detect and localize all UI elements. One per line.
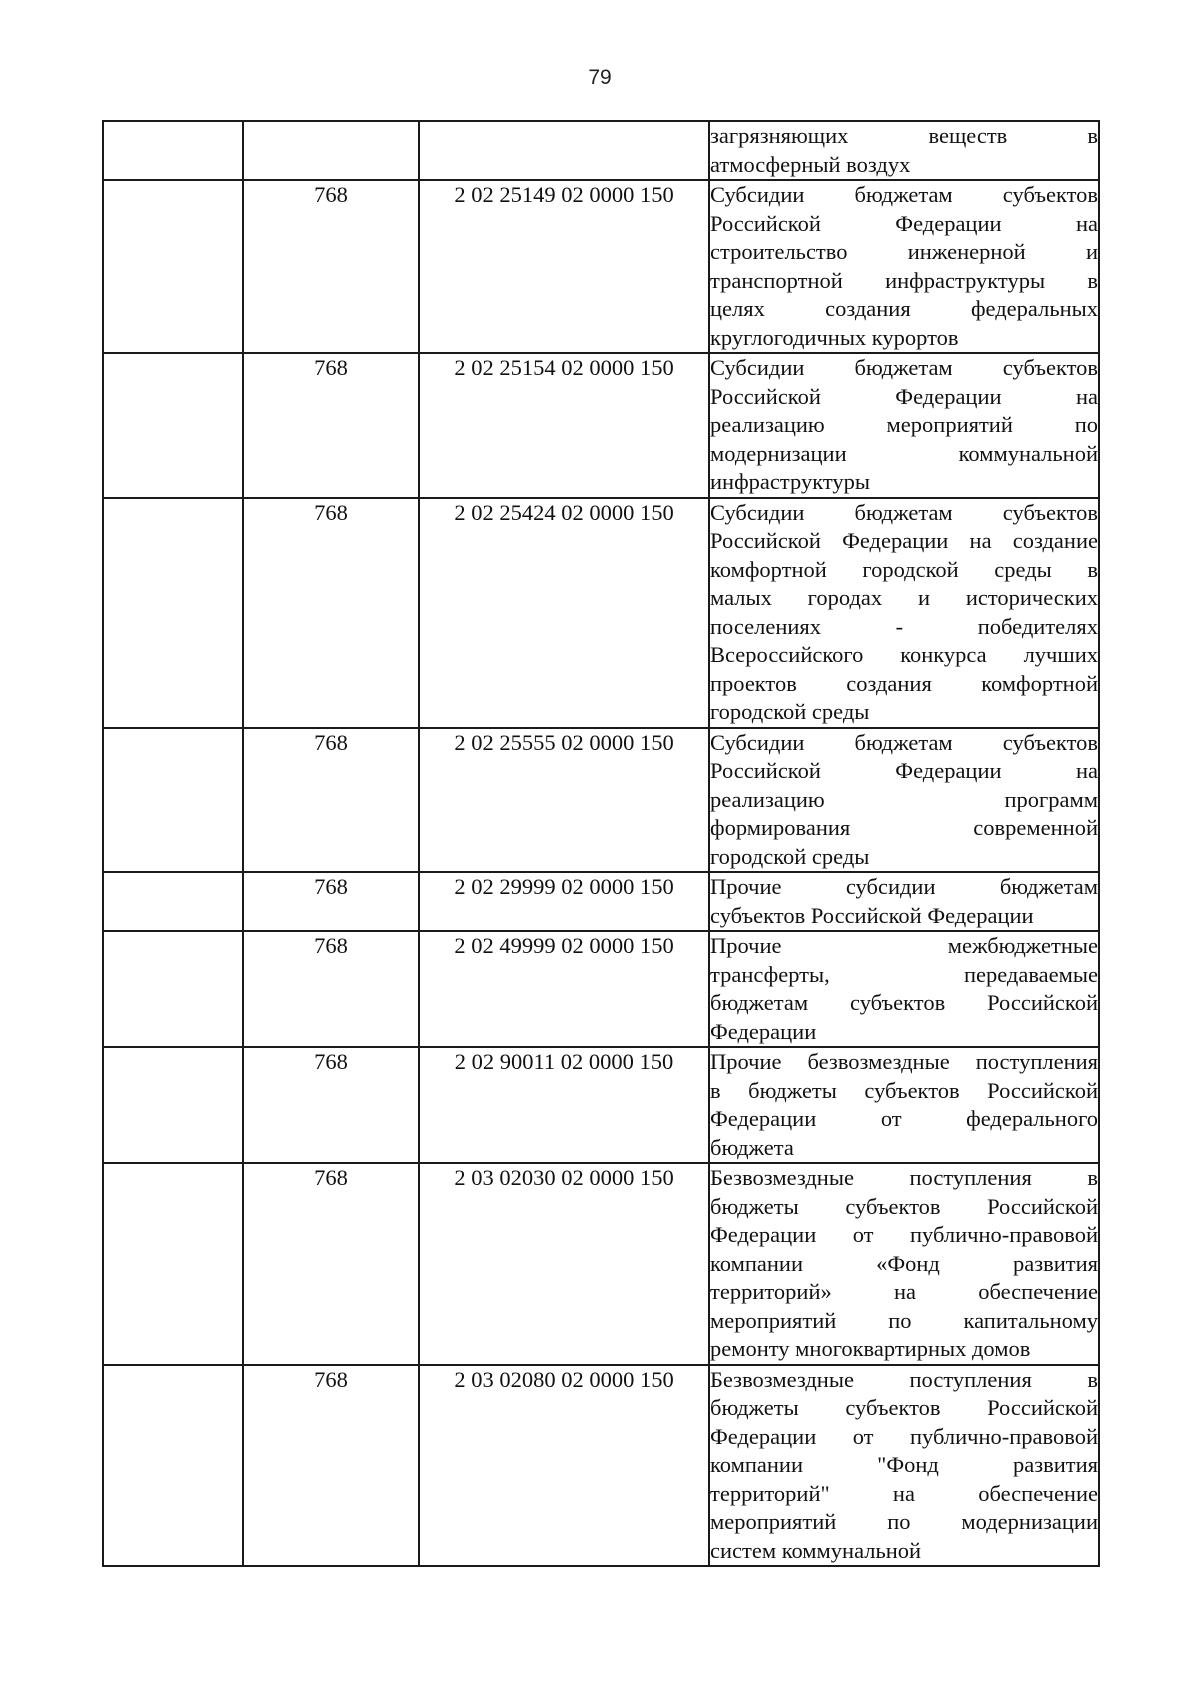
description-line: комфортной городской среды в	[710, 556, 1098, 582]
table-row	[103, 498, 1099, 728]
budget-code: 2 02 90011 02 0000 150	[454, 1049, 674, 1074]
description-line: целях создания федеральных	[710, 296, 1098, 321]
description-line: Российской Федерации на	[710, 383, 1098, 409]
budget-code-cell	[419, 353, 709, 498]
budget-code: 2 02 29999 02 0000 150	[454, 874, 674, 899]
admin-code-cell	[243, 1047, 419, 1163]
budget-revenue-table	[102, 120, 1100, 1567]
description-line: Федерации от федерального	[710, 1106, 1098, 1131]
blank-cell	[103, 931, 243, 1047]
blank-cell	[103, 121, 243, 180]
revenue-description-cell	[709, 728, 1099, 873]
admin-code: 768	[314, 1049, 348, 1074]
description-line: поселениях - победителях	[710, 613, 1098, 639]
description-line: ремонту многоквартирных домов	[710, 1336, 1031, 1361]
description-line: строительство инженерной и	[710, 239, 1098, 264]
table-row	[103, 728, 1099, 873]
revenue-description-cell	[709, 1047, 1099, 1163]
budget-code-cell	[419, 1163, 709, 1365]
budget-code-cell	[419, 180, 709, 353]
table-row	[103, 1365, 1099, 1567]
description-line: инфраструктуры	[710, 469, 870, 494]
description-line: Прочие межбюджетные	[710, 933, 1098, 958]
description-line: бюджета	[710, 1134, 794, 1160]
admin-code-cell	[243, 1163, 419, 1365]
description-line: Прочие субсидии бюджетам	[710, 874, 1098, 899]
budget-code: 2 03 02030 02 0000 150	[454, 1165, 674, 1190]
table-row	[103, 180, 1099, 353]
blank-cell	[103, 498, 243, 728]
revenue-description-cell	[709, 498, 1099, 728]
description-line: Субсидии бюджетам субъектов	[710, 499, 1098, 525]
table-row	[103, 121, 1099, 180]
revenue-description-cell	[709, 1163, 1099, 1365]
description-line: Субсидии бюджетам субъектов	[710, 729, 1098, 755]
admin-code: 768	[314, 499, 348, 525]
blank-cell	[103, 180, 243, 353]
blank-cell	[103, 1163, 243, 1365]
revenue-description-cell	[709, 1365, 1099, 1567]
description-line: компании «Фонд развития	[710, 1250, 1098, 1276]
admin-code: 768	[314, 1366, 348, 1392]
description-line: реализацию мероприятий по	[710, 412, 1098, 437]
admin-code-cell	[243, 498, 419, 728]
description-line: загрязняющих веществ в	[710, 123, 1098, 148]
description-line: транспортной инфраструктуры в	[710, 267, 1098, 293]
description-line: компании "Фонд развития	[710, 1452, 1098, 1477]
revenue-description-cell	[709, 931, 1099, 1047]
revenue-description-cell	[709, 353, 1099, 498]
table-row	[103, 872, 1099, 931]
revenue-description-cell	[709, 180, 1099, 353]
budget-code: 2 02 25149 02 0000 150	[454, 182, 674, 207]
admin-code: 768	[314, 933, 348, 958]
admin-code-cell	[243, 1365, 419, 1567]
budget-code: 2 02 25154 02 0000 150	[454, 355, 674, 380]
description-line: мероприятий по капитальному	[710, 1307, 1098, 1333]
description-line: Безвозмездные поступления в	[710, 1165, 1098, 1190]
budget-code: 2 02 25555 02 0000 150	[454, 729, 674, 755]
admin-code: 768	[314, 729, 348, 755]
blank-cell	[103, 872, 243, 931]
description-line: бюджеты субъектов Российской	[710, 1193, 1098, 1219]
description-line: территорий» на обеспечение	[710, 1279, 1098, 1304]
admin-code: 768	[314, 355, 348, 380]
description-line: малых городах и исторических	[710, 585, 1098, 610]
description-line: Российской Федерации на создание	[710, 528, 1098, 553]
budget-code-cell	[419, 1047, 709, 1163]
description-line: реализацию программ	[710, 786, 1098, 812]
description-line: городской среды	[710, 699, 870, 724]
admin-code-cell	[243, 121, 419, 180]
description-line: систем коммунальной	[710, 1537, 922, 1563]
description-line: атмосферный воздух	[710, 151, 911, 177]
description-line: круглогодичных курортов	[710, 324, 959, 350]
description-line: территорий" на обеспечение	[710, 1480, 1098, 1506]
admin-code-cell	[243, 931, 419, 1047]
description-line: Безвозмездные поступления в	[710, 1366, 1098, 1392]
table-row	[103, 1047, 1099, 1163]
budget-code-cell	[419, 498, 709, 728]
budget-code: 2 02 49999 02 0000 150	[454, 933, 674, 958]
revenue-description-cell	[709, 121, 1099, 180]
budget-code-cell	[419, 121, 709, 180]
description-line: бюджеты субъектов Российской	[710, 1395, 1098, 1420]
description-line: Субсидии бюджетам субъектов	[710, 182, 1098, 207]
description-line: Федерации от публично-правовой	[710, 1222, 1098, 1247]
blank-cell	[103, 1047, 243, 1163]
admin-code-cell	[243, 180, 419, 353]
table-body	[103, 121, 1099, 1566]
blank-cell	[103, 728, 243, 873]
admin-code-cell	[243, 353, 419, 498]
page-number: 79	[588, 66, 612, 89]
blank-cell	[103, 1365, 243, 1567]
description-line: Прочие безвозмездные поступления	[710, 1049, 1098, 1074]
revenue-description-cell	[709, 872, 1099, 931]
description-line: бюджетам субъектов Российской	[710, 990, 1098, 1015]
budget-code-cell	[419, 931, 709, 1047]
admin-code-cell	[243, 872, 419, 931]
budget-code-cell	[419, 728, 709, 873]
description-line: Российской Федерации на	[710, 758, 1098, 783]
table-row	[103, 1163, 1099, 1365]
description-line: Российской Федерации на	[710, 210, 1098, 236]
description-line: мероприятий по модернизации	[710, 1509, 1098, 1534]
table-row	[103, 353, 1099, 498]
admin-code: 768	[314, 1165, 348, 1190]
budget-code-cell	[419, 872, 709, 931]
description-line: субъектов Российской Федерации	[710, 902, 1034, 928]
blank-cell	[103, 353, 243, 498]
description-line: Федерации от публично-правовой	[710, 1423, 1098, 1449]
description-line: Федерации	[710, 1018, 817, 1044]
description-line: трансферты, передаваемые	[710, 961, 1098, 987]
admin-code: 768	[314, 874, 348, 899]
description-line: Всероссийского конкурса лучших	[710, 642, 1098, 667]
description-line: в бюджеты субъектов Российской	[710, 1077, 1098, 1103]
budget-code-cell	[419, 1365, 709, 1567]
description-line: проектов создания комфортной	[710, 670, 1098, 696]
description-line: Субсидии бюджетам субъектов	[710, 355, 1098, 380]
description-line: городской среды	[710, 843, 870, 869]
admin-code-cell	[243, 728, 419, 873]
admin-code: 768	[314, 182, 348, 207]
description-line: формирования современной	[710, 815, 1098, 840]
table-row	[103, 931, 1099, 1047]
budget-code: 2 02 25424 02 0000 150	[454, 499, 674, 525]
description-line: модернизации коммунальной	[710, 440, 1098, 466]
budget-code: 2 03 02080 02 0000 150	[454, 1366, 674, 1392]
